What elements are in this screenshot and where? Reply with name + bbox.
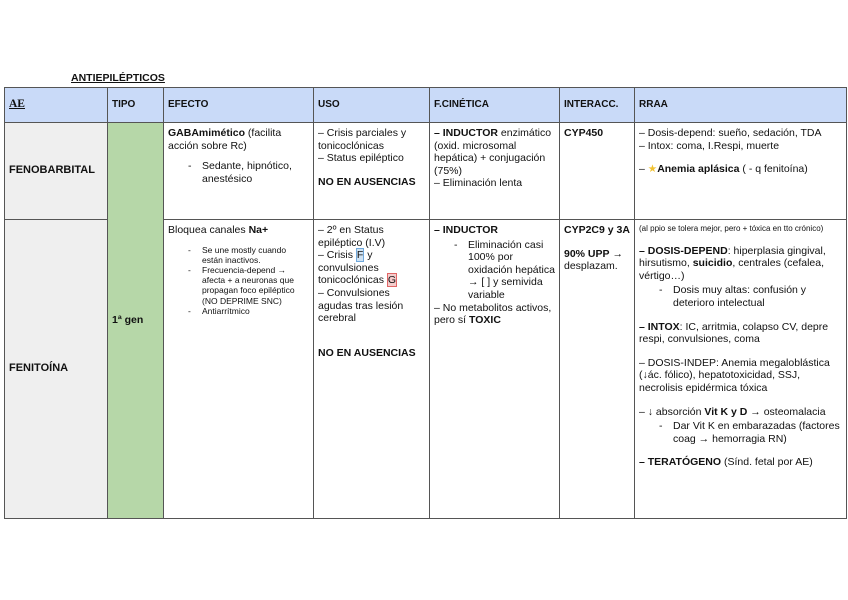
interacc-upp: 90% UPP <box>564 247 610 260</box>
uso-text: y convulsiones tonicoclónicas <box>318 249 387 287</box>
header-efecto: EFECTO <box>164 88 314 123</box>
highlight-f: F <box>356 249 364 262</box>
rraa-text: – ↓ absorción <box>639 405 705 418</box>
efecto-fenitoina <box>164 220 314 519</box>
rraa-bold: Anemia aplásica <box>657 163 740 176</box>
rraa-bold: – INTOX <box>639 320 680 333</box>
fc-bullet: - Eliminación casi 100% por oxidación hepática → [ ] y semivida variable <box>454 239 555 302</box>
fcinetica-fenitoina <box>430 220 560 519</box>
fc-bold: TOXIC <box>469 314 501 327</box>
efecto-bullet: - Frecuencia-depend → afecta + a neuronas que propagan foco epiléptico (NO DEPRIME SNC) <box>188 265 309 306</box>
interacc-text: → desplazam. <box>564 247 623 273</box>
fc-bold: – INDUCTOR <box>434 127 498 139</box>
fc-bold: – INDUCTOR <box>434 224 498 236</box>
fc-text: – No metabolitos activos, pero sí <box>434 301 552 327</box>
header-tipo: TIPO <box>108 88 164 123</box>
efecto-fenobarbital <box>164 123 314 220</box>
rraa-text: , centrales (cefalea, vértigo…) <box>639 257 825 282</box>
rraa-text: ( - q fenitoína) <box>739 163 808 176</box>
uso-line: – 2º en Status epiléptico (I.V) <box>318 224 386 249</box>
header-fcinetica: F.CINÉTICA <box>430 88 560 123</box>
rraa-line: – DOSIS-INDEP: Anemia megaloblástica (↓ác. fólico), hepatotoxicidad, SSJ, necrolisis epidérmica tóxica <box>639 356 830 394</box>
drug-name-fenitoina: FENITOÍNA <box>5 220 108 519</box>
efecto-bold: Na+ <box>248 224 269 236</box>
efecto-bold: GABAmimético <box>168 127 246 139</box>
header-rraa: RRAA <box>635 88 847 123</box>
page-title: ANTIEPILÉPTICOS <box>71 72 165 84</box>
header-row <box>5 88 847 123</box>
uso-fenobarbital <box>314 123 430 220</box>
star-icon: ★ <box>647 163 658 176</box>
interacc-cyp: CYP2C9 y 3A <box>564 224 630 236</box>
highlight-g: G <box>387 274 397 287</box>
fc-text: enzimático (oxid. microsomal hepática) + conjugación (75%) <box>434 127 552 177</box>
rraa-text: : hiperplasia gingival, hirsutismo, <box>639 244 826 270</box>
rraa-line: – Intox: coma, I.Respi, muerte <box>639 139 780 152</box>
fc-line: – Eliminación lenta <box>434 177 523 190</box>
uso-warning: NO EN AUSENCIAS <box>318 346 416 359</box>
interacc-fenitoina <box>560 220 635 519</box>
rraa-bold: suicidio <box>692 257 733 270</box>
efecto-text: (facilita acción sobre Rc) <box>168 127 282 152</box>
rraa-bold: Vit K y D <box>704 405 748 418</box>
uso-line: – Convulsiones agudas tras lesión cerebral <box>318 286 404 325</box>
rraa-line: – Dosis-depend: sueño, sedación, TDA <box>639 127 822 139</box>
tipo-cell: 1ª gen <box>108 123 164 519</box>
rraa-fenobarbital <box>635 123 847 220</box>
efecto-bullet: - Se une mostly cuando están inactivos. <box>188 245 309 265</box>
drug-name-fenobarbital: FENOBARBITAL <box>5 123 108 220</box>
rraa-fenitoina <box>635 220 847 519</box>
header-interacc: INTERACC. <box>560 88 635 123</box>
antiepileptics-table <box>4 87 847 519</box>
efecto-bullet: - Antiarrítmico <box>188 306 309 316</box>
table-row-fenobarbital <box>5 123 847 220</box>
rraa-note: (al ppio se tolera mejor, pero + tóxica en tto crónico) <box>639 224 824 233</box>
uso-warning: NO EN AUSENCIAS <box>318 175 416 188</box>
interacc-fenobarbital: CYP450 <box>560 123 635 220</box>
rraa-text: : IC, arritmia, colapso CV, depre respi, convulsiones, coma <box>639 320 829 346</box>
rraa-text: → osteomalacia <box>747 405 826 418</box>
rraa-bullet: - Dosis muy altas: confusión y deterioro intelectual <box>659 284 842 309</box>
rraa-bullet: - Dar Vit K en embarazadas (factores coag → hemorragia RN) <box>659 420 842 445</box>
fcinetica-fenobarbital <box>430 123 560 220</box>
uso-text: – Crisis <box>318 249 356 262</box>
uso-fenitoina <box>314 220 430 519</box>
header-uso: USO <box>314 88 430 123</box>
rraa-text: (Sínd. fetal por AE) <box>721 456 813 469</box>
header-ae: AE <box>5 88 108 123</box>
uso-line: – Status epiléptico <box>318 152 404 165</box>
uso-line: – Crisis parciales y tonicoclónicas <box>318 127 407 152</box>
rraa-bold: – TERATÓGENO <box>639 456 722 469</box>
rraa-bold: – DOSIS-DEPEND <box>639 244 728 257</box>
efecto-bullet: - Sedante, hipnótico, anestésico <box>188 160 309 185</box>
rraa-prefix: – <box>639 163 648 176</box>
efecto-text: Bloquea canales <box>168 224 249 236</box>
